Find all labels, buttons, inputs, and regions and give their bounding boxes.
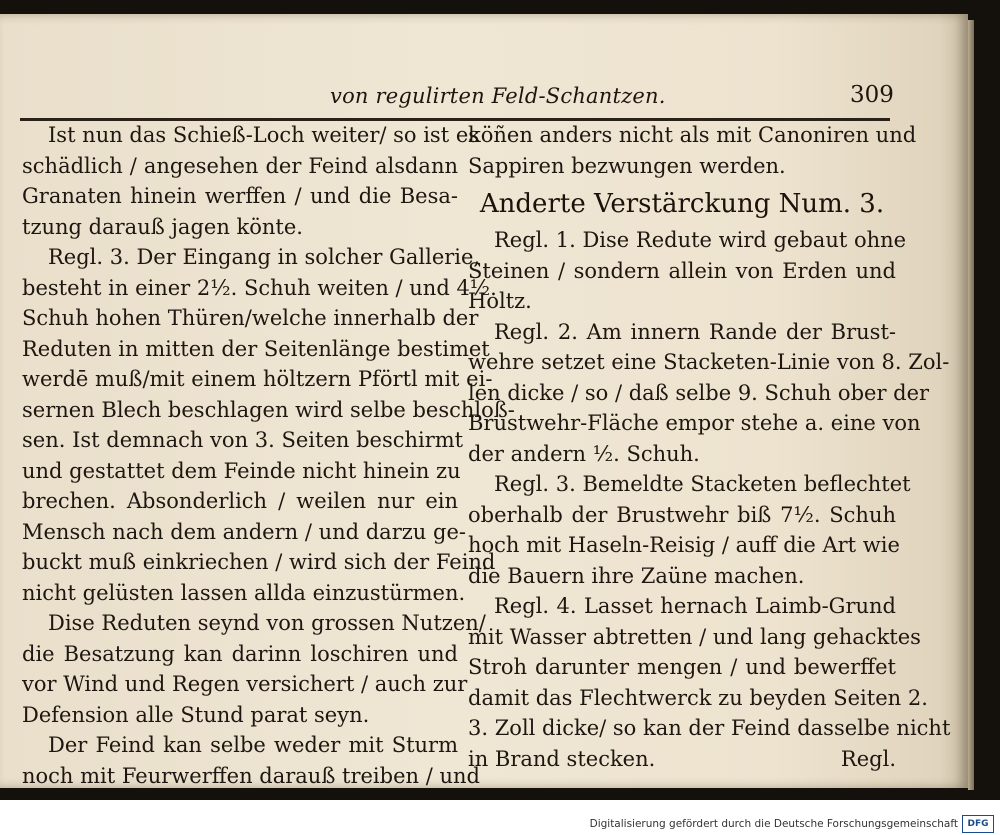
text-line: Regl. 3. Der Eingang in solcher Gallerie,: [48, 245, 481, 269]
text-line: 3. Zoll dicke/ so kan der Feind dasselbe nicht: [468, 716, 951, 740]
text-line: Schuh hohen Thüren/welche innerhalb der: [22, 306, 479, 330]
text-line: Dise Reduten seynd von grossen Nutzen/: [48, 611, 486, 635]
text-line: Der Feind kan selbe weder mit Sturm: [48, 733, 458, 757]
text-line: Brustwehr-Fläche empor stehe a. eine von: [468, 411, 921, 435]
dfg-logo-icon: DFG: [962, 815, 994, 833]
text-line: Ist nun das Schieß-Loch weiter/ so ist es: [48, 123, 480, 147]
text-line: nicht gelüsten lassen allda einzustürmen.: [22, 580, 466, 605]
text-line: tzung darauß jagen könte.: [22, 214, 303, 239]
running-title: von regulirten Feld-Schantzen.: [330, 84, 666, 108]
text-line: Defension alle Stund parat seyn.: [22, 702, 370, 727]
running-head: [0, 82, 968, 116]
footer: [0, 800, 1000, 835]
text-line: werdē muß/mit einem höltzern Pförtl mit ei-: [22, 367, 493, 391]
text-line: wehre setzet eine Stacketen-Linie von 8. Zol-: [468, 350, 950, 374]
book-page: [0, 14, 968, 788]
text-line: die Bauern ihre Zaüne machen.: [468, 563, 805, 588]
catchword: Regl.: [840, 746, 896, 771]
text-line: der andern ½. Schuh.: [468, 441, 700, 466]
page-number: 309: [850, 82, 894, 108]
text-line: len dicke / so / daß selbe 9. Schuh ober der: [468, 380, 930, 405]
text-line: Granaten hinein werffen / und die Besa-: [22, 184, 458, 208]
text-line: sen. Ist demnach von 3. Seiten beschirmt: [22, 428, 464, 452]
text-line: hoch mit Haseln-Reisig / auff die Art wie: [468, 533, 900, 557]
text-line: Sappiren bezwungen werden.: [468, 153, 786, 178]
text-line: brechen. Absonderlich / weilen nur ein: [22, 489, 458, 513]
text-line: und gestattet dem Feinde nicht hinein zu: [22, 458, 461, 483]
text-line: damit das Flechtwerck zu beyden Seiten 2.: [468, 685, 928, 710]
right-column: [468, 120, 951, 774]
text-line: besteht in einer 2½. Schuh weiten / und 4½.: [22, 275, 497, 300]
funding-credit: Digitalisierung gefördert durch die Deutsche Forschungsgemeinschaft: [589, 818, 958, 830]
last-line-text: in Brand stecken.: [468, 746, 656, 771]
text-line: buckt muß einkriechen / wird sich der Feind: [22, 550, 496, 574]
text-line: Regl. 1. Dise Redute wird gebaut ohne: [494, 228, 907, 252]
text-line: köñen anders nicht als mit Canoniren und: [468, 123, 917, 147]
final-line: [468, 744, 896, 775]
text-line: vor Wind und Regen versichert / auch zur: [22, 672, 468, 696]
text-line: mit Wasser abtretten / und lang gehacktes: [468, 624, 921, 649]
text-line: Regl. 3. Bemeldte Stacketen beflechtet: [494, 472, 911, 496]
text-line: Steinen / sondern allein von Erden und: [468, 258, 896, 283]
text-line: die Besatzung kan darinn loschiren und: [22, 641, 458, 666]
text-line: oberhalb der Brustwehr biß 7½. Schuh: [468, 502, 896, 527]
text-line: Reduten in mitten der Seitenlänge bestimet: [22, 336, 490, 361]
text-line: noch mit Feurwerffen darauß treiben / und: [22, 763, 480, 788]
section-heading: Anderte Verstärckung Num. 3.: [479, 189, 885, 219]
text-line: Regl. 2. Am innern Rande der Brust-: [494, 319, 896, 344]
text-line: Stroh darunter mengen / und bewerffet: [468, 655, 896, 679]
text-line: Holtz.: [468, 289, 532, 313]
page-edge: [968, 20, 974, 790]
text-line: sernen Blech beschlagen wird selbe beschloß-: [22, 397, 515, 422]
text-line: Regl. 4. Lasset hernach Laimb-Grund: [494, 594, 896, 618]
text-line: schädlich / angesehen der Feind alsdann: [22, 153, 458, 178]
text-line: Mensch nach dem andern / und darzu ge-: [22, 519, 466, 544]
